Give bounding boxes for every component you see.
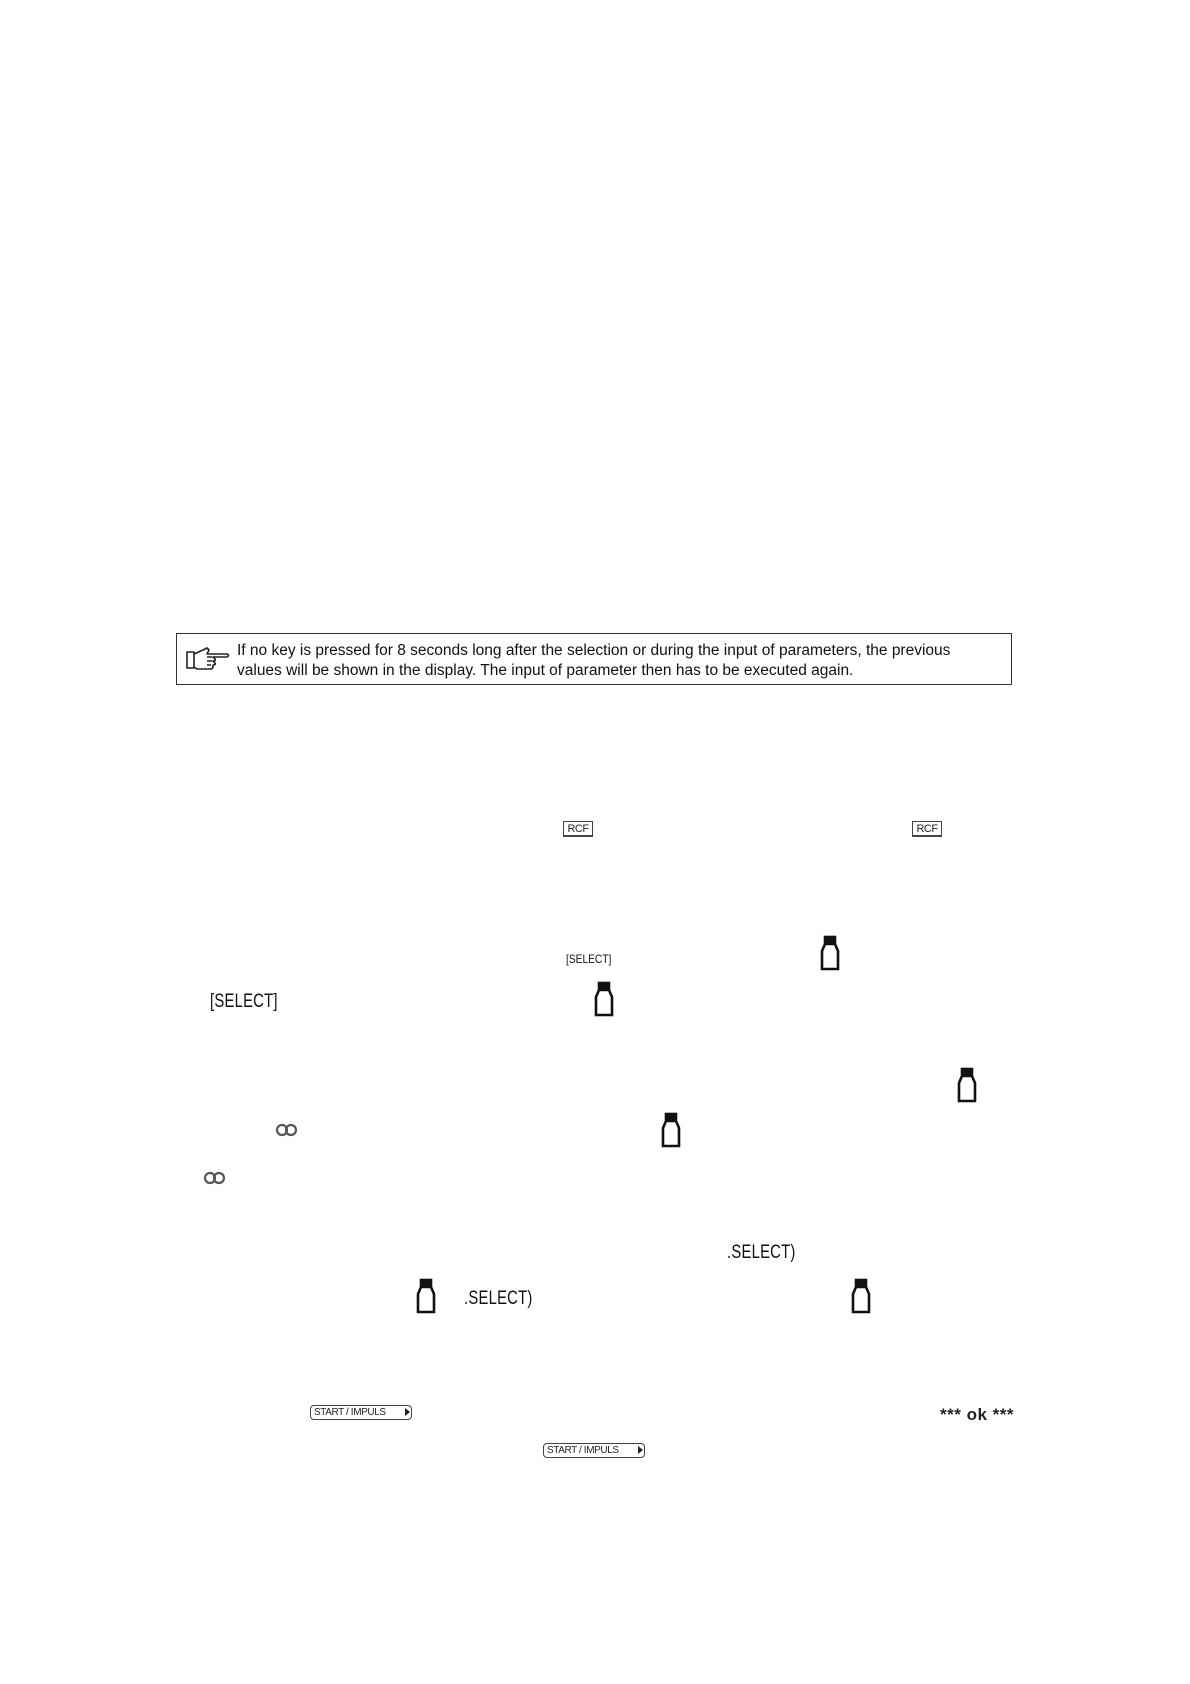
note-text — [237, 641, 1005, 680]
start-impuls-label: START / IMPULS — [314, 1407, 386, 1418]
rcf-key: RCF — [563, 821, 593, 837]
select-key-label: [SELECT] — [210, 991, 278, 1012]
bottle-icon — [592, 981, 616, 1019]
note-line-1: If no key is pressed for 8 seconds long after the selection or during the input of parameters, the previous — [237, 642, 951, 659]
status-ok-text: *** ok *** — [940, 1405, 1014, 1424]
select-key-label: [SELECT] — [566, 952, 612, 966]
play-arrow-icon — [638, 1446, 643, 1454]
play-arrow-icon — [405, 1408, 410, 1416]
note-line-2: values will be shown in the display. The input of parameter then has to be executed again. — [237, 661, 854, 679]
select-key-label: .SELECT) — [727, 1242, 796, 1263]
loop-icon — [202, 1170, 228, 1186]
bottle-icon — [955, 1067, 979, 1105]
start-impuls-label: START / IMPULS — [547, 1445, 619, 1456]
bottle-icon — [414, 1278, 438, 1316]
loop-icon — [274, 1122, 300, 1138]
pointing-hand-icon — [185, 644, 231, 674]
select-key-label: .SELECT) — [464, 1288, 533, 1309]
note-box — [176, 633, 1012, 685]
bottle-icon — [659, 1112, 683, 1150]
rcf-key: RCF — [912, 821, 942, 837]
start-impuls-key — [310, 1405, 412, 1420]
start-impuls-key — [543, 1443, 645, 1458]
bottle-icon — [849, 1278, 873, 1316]
bottle-icon — [818, 935, 842, 973]
